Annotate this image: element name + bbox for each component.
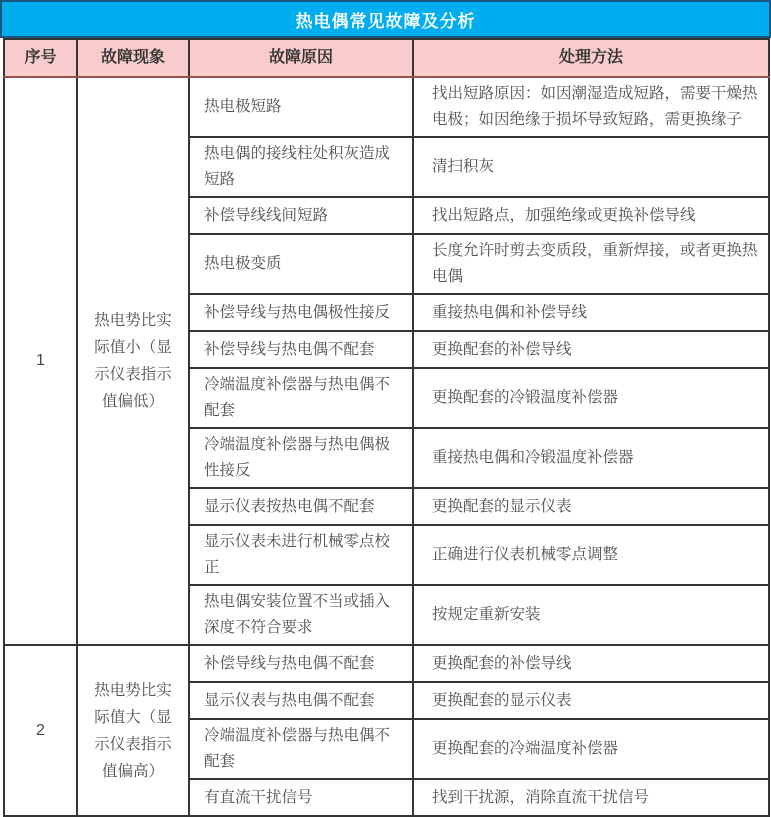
cell-cause: 补偿导线与热电偶不配套 [189,331,413,368]
cell-cause: 冷端温度补偿器与热电偶极性接反 [189,428,413,488]
cell-cause: 补偿导线与热电偶极性接反 [189,294,413,331]
cell-method: 长度允许时剪去变质段，重新焊接，或者更换热电偶 [413,234,769,294]
cell-method: 找出短路点，加强绝缘或更换补偿导线 [413,197,769,234]
cell-method: 清扫积灰 [413,137,769,197]
cell-cause: 热电极变质 [189,234,413,294]
col-header-phenomenon: 故障现象 [77,39,189,77]
col-header-no: 序号 [4,39,77,77]
col-header-method: 处理方法 [413,39,769,77]
cell-section-no: 1 [4,77,77,645]
cell-phenomenon [77,77,189,645]
cell-cause: 显示仪表与热电偶不配套 [189,682,413,719]
table-row [4,77,769,137]
cell-method: 重接热电偶和冷锻温度补偿器 [413,428,769,488]
cell-cause: 热电偶的接线柱处积灰造成短路 [189,137,413,197]
cell-method: 更换配套的补偿导线 [413,331,769,368]
fault-table [3,38,770,817]
phenomenon-text: 热电势比实际值大（显示仪表指示值偏高） [94,681,172,780]
cell-method: 更换配套的冷锻温度补偿器 [413,368,769,428]
cell-cause: 补偿导线线间短路 [189,197,413,234]
cell-cause: 冷端温度补偿器与热电偶不配套 [189,368,413,428]
cell-method: 更换配套的显示仪表 [413,682,769,719]
cell-method: 找到干扰源，消除直流干扰信号 [413,779,769,816]
cell-method: 更换配套的冷端温度补偿器 [413,719,769,779]
cell-cause: 有直流干扰信号 [189,779,413,816]
cell-method: 找出短路原因：如因潮湿造成短路，需要干燥热电极；如因绝缘于损坏导致短路，需更换缘子 [413,77,769,137]
table-row [4,645,769,682]
cell-cause: 热电极短路 [189,77,413,137]
cell-method: 重接热电偶和补偿导线 [413,294,769,331]
col-header-cause: 故障原因 [189,39,413,77]
cell-section-no: 2 [4,645,77,816]
table-title: 热电偶常见故障及分析 [295,11,476,31]
phenomenon-text: 热电势比实际值小（显示仪表指示值偏低） [94,312,172,410]
cell-cause: 显示仪表未进行机械零点校正 [189,525,413,585]
cell-cause: 补偿导线与热电偶不配套 [189,645,413,682]
cell-method: 正确进行仪表机械零点调整 [413,525,769,585]
cell-cause: 显示仪表按热电偶不配套 [189,488,413,525]
cell-method: 更换配套的补偿导线 [413,645,769,682]
cell-method: 按规定重新安装 [413,585,769,645]
cell-cause: 热电偶安装位置不当或插入深度不符合要求 [189,585,413,645]
table-title-bar [0,0,771,38]
cell-cause: 冷端温度补偿器与热电偶不配套 [189,719,413,779]
header-row [4,39,769,77]
cell-method: 更换配套的显示仪表 [413,488,769,525]
cell-phenomenon [77,645,189,816]
